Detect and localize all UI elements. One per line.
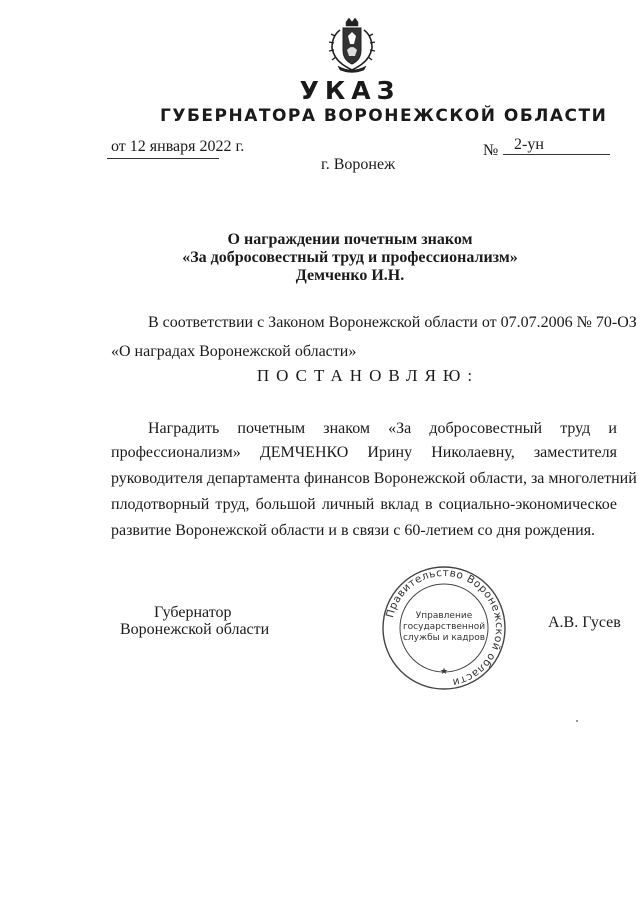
coat-of-arms-icon [326,16,378,76]
document-city: г. Воронеж [321,156,396,173]
stamp-inner-line: службы и кадров [402,633,486,643]
basis-line: В соответствии с Законом Воронежской области от 07.07.2006 № 70-ОЗ [148,314,637,331]
stamp-star-icon: ★ [439,666,449,676]
signatory-name: А.В. Гусев [548,614,621,631]
body-line: плодотворный труд, большой личный вклад в социально-экономическое [111,496,617,513]
body-line: руководителя департамента финансов Воронежской области, за многолетний [111,470,637,487]
scan-speck [576,720,578,722]
number-sign: № [483,142,499,159]
subject-line: Демченко И.Н. [295,267,405,284]
basis-line: «О наградах Воронежской области» [111,343,357,360]
document-title: УКАЗ [299,76,401,105]
signatory-position: Губернатор [154,604,232,621]
subject-line: «За добросовестный труд и профессионализм» [182,249,518,266]
document-subtitle: ГУБЕРНАТОРА ВОРОНЕЖСКОЙ ОБЛАСТИ [160,106,608,126]
official-stamp [381,565,507,691]
stamp-inner-line: государственной [402,622,486,632]
stamp-inner-line: Управление [415,611,473,621]
decree-word: ПОСТАНОВЛЯЮ: [256,366,480,385]
subject-line: О награждении почетным знаком [227,231,473,248]
body-line: развитие Воронежской области и в связи с 60-летием со дня рождения. [111,522,596,539]
date-underline [107,158,219,159]
document-number: 2-ун [514,136,544,153]
body-line: Наградить почетным знаком «За добросовестный труд и [148,420,617,437]
signatory-position: Воронежской области [120,621,270,638]
body-line: профессионализм» ДЕМЧЕНКО Ирину Николаевну, заместителя [111,444,617,461]
number-underline [503,154,610,155]
stamp-ring-text: Правительство Воронежской области [384,566,506,689]
document-date: от 12 января 2022 г. [111,138,245,155]
